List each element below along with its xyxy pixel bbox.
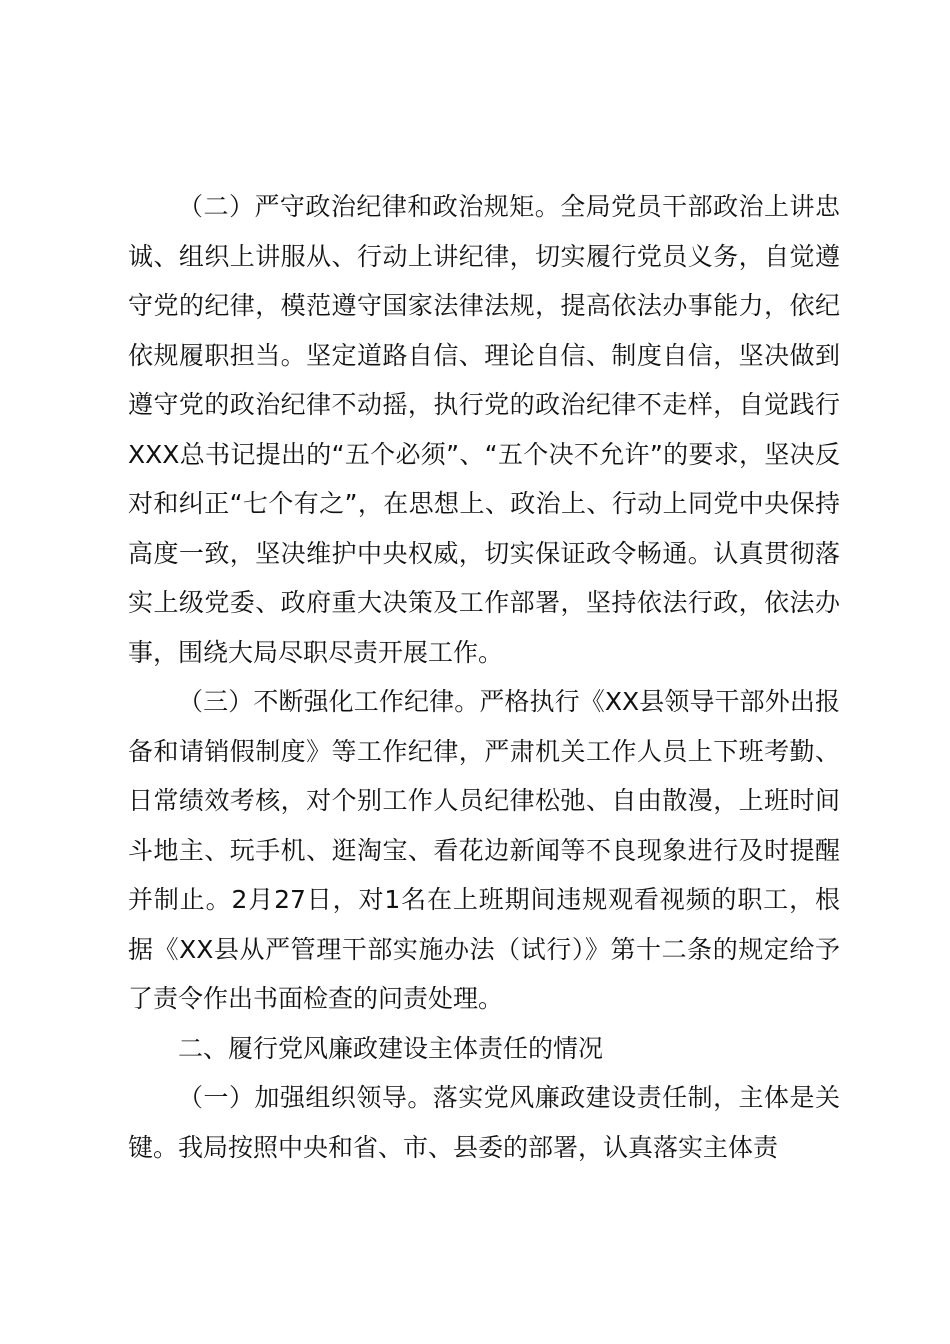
paragraph-organizational-leadership: （一）加强组织领导。落实党风廉政建设责任制，主体是关键。我局按照中央和省、市、县委的部署，认真落实主体责 bbox=[128, 1083, 840, 1162]
paragraph-work-discipline: （三）不断强化工作纪律。严格执行《XX县领导干部外出报备和请销假制度》等工作纪律，严肃机关工作人员上下班考勤、日常绩效考核，对个别工作人员纪律松弛、自由散漫，上班时间斗地主、玩手机、逛淘宝、看花边新闻等不良现象进行及时提醒并制止。2月27日，对1名在上班期间违规观看视频的职工，根据《XX县从严管理干部实施办法（试行）》第十二条的规定给予了责令作出书面检查的问责处理。 bbox=[128, 687, 840, 1013]
paragraph-political-discipline: （二）严守政治纪律和政治规矩。全局党员干部政治上讲忠诚、组织上讲服从、行动上讲纪律，切实履行党员义务，自觉遵守党的纪律，模范遵守国家法律法规，提高依法办事能力，依纪依规履职担当。坚定道路自信、理论自信、制度自信，坚决做到遵守党的政治纪律不动摇，执行党的政治纪律不走样，自觉践行XXX总书记提出的“五个必须”、“五个决不允许”的要求，坚决反对和纠正“七个有之”，在思想上、政治上、行动上同党中央保持高度一致，坚决维护中央权威，切实保证政令畅通。认真贯彻落实上级党委、政府重大决策及工作部署，坚持依法行政，依法办事，围绕大局尽职尽责开展工作。 bbox=[128, 192, 840, 667]
document-body bbox=[128, 182, 840, 1172]
section-heading-main-responsibility: 二、履行党风廉政建设主体责任的情况 bbox=[178, 1033, 604, 1063]
